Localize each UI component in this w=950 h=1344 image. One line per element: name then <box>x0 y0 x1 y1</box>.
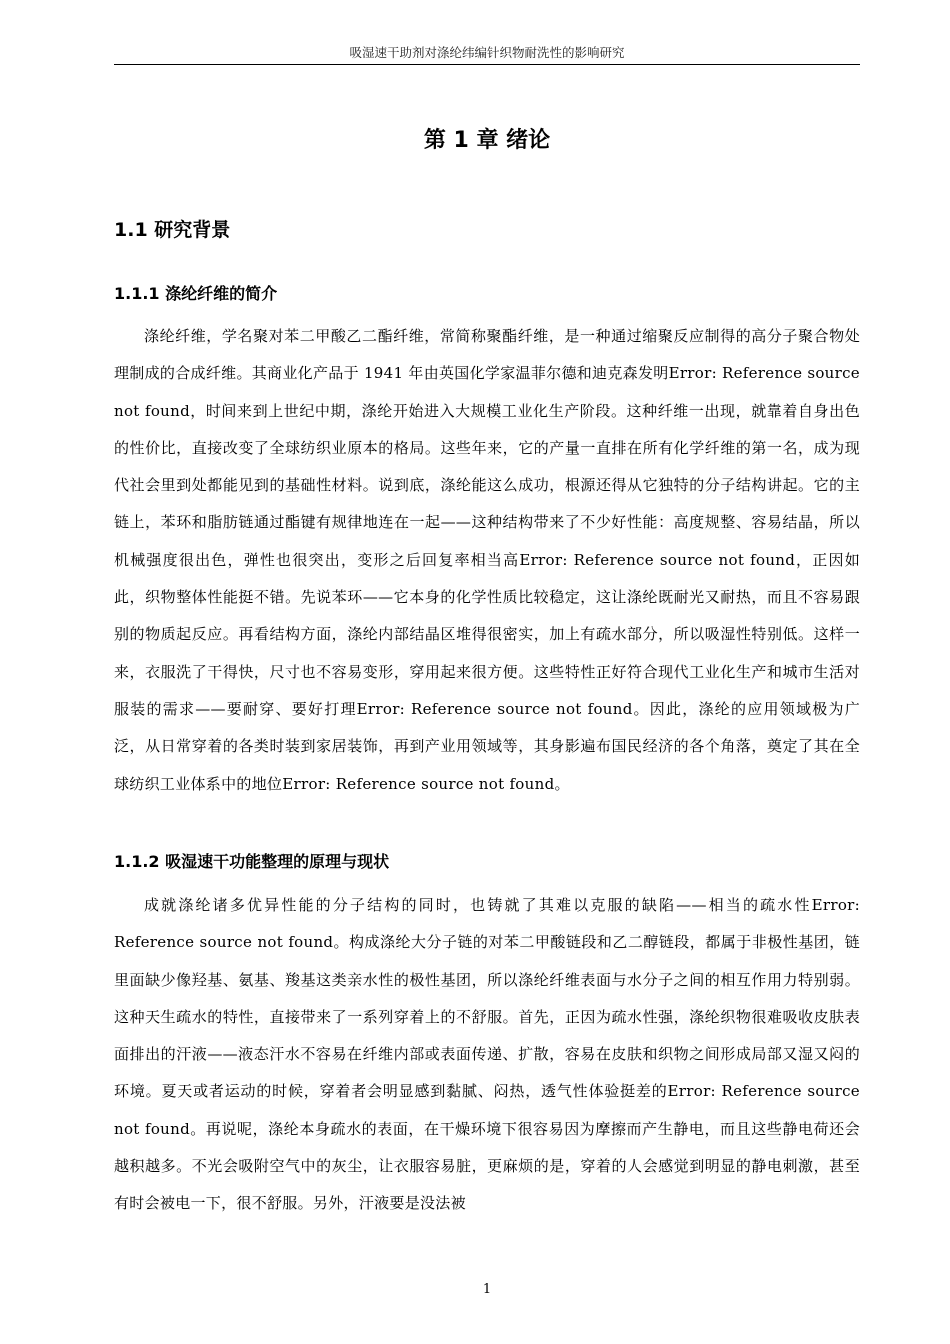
chapter-title: 第 1 章 绪论 <box>423 128 551 153</box>
section-heading-1-1: 1.1 研究背景 <box>114 219 231 241</box>
running-header: 吸湿速干助剂对涤纶纬编针织物耐洗性的影响研究 <box>114 46 860 65</box>
section-heading-1-1-2: 1.1.2 吸湿速干功能整理的原理与现状 <box>114 852 390 871</box>
section-heading-1-1-1: 1.1.1 涤纶纤维的简介 <box>114 284 278 303</box>
body-paragraph-polyester-intro: 涤纶纤维，学名聚对苯二甲酸乙二酯纤维，常简称聚酯纤维，是一种通过缩聚反应制得的高分子聚合物处理制成的合成纤维。其商业化产品于 1941 年由英国化学家温菲尔德和迪克森发明Error: Reference source not found，时间来到上世纪中期，涤纶开始进入大规模工业化生产阶段。这种纤维一出现，就靠着自身出色的性价比，直接改变了全球纺织业原本的格局。这些年来，它的产量一直排在所有化学纤维的第一名，成为现代社会里到处都能见到的基础性材料。说到底，涤纶能这么成功，根源还得从它独特的分子结构讲起。它的主链上，苯环和脂肪链通过酯键有规律地连在一起——这种结构带来了不少好性能：高度规整、容易结晶，所以机械强度很出色，弹性也很突出，变形之后回复率相当高Error: Reference source not found，正因如此，织物整体性能挺不错。先说苯环——它本身的化学性质比较稳定，这让涤纶既耐光又耐热，而且不容易跟别的物质起反应。再看结构方面，涤纶内部结晶区堆得很密实，加上有疏水部分，所以吸湿性特别低。这样一来，衣服洗了干得快，尺寸也不容易变形，穿用起来很方便。这些特性正好符合现代工业化生产和城市生活对服装的需求——要耐穿、要好打理Error: Reference source not found。因此，涤纶的应用领域极为广泛，从日常穿着的各类时装到家居装饰，再到产业用领域等，其身影遍布国民经济的各个角落，奠定了其在全球纺织工业体系中的地位Error: Reference source not found。 <box>114 327 860 793</box>
body-paragraph-moisture-wicking: 成就涤纶诸多优异性能的分子结构的同时，也铸就了其难以克服的缺陷——相当的疏水性Error: Reference source not found。构成涤纶大分子链的对苯二甲酸链段和乙二醇链段，都属于非极性基团，链里面缺少像羟基、氨基、羧基这类亲水性的极性基团，所以涤纶纤维表面与水分子之间的相互作用力特别弱。这种天生疏水的特性，直接带来了一系列穿着上的不舒服。首先，正因为疏水性强，涤纶织物很难吸收皮肤表面排出的汗液——液态汗水不容易在纤维内部或表面传递、扩散，容易在皮肤和织物之间形成局部又湿又闷的环境。夏天或者运动的时候，穿着者会明显感到黏腻、闷热，透气性体验挺差的Error: Reference source not found。再说呢，涤纶本身疏水的表面，在干燥环境下很容易因为摩擦而产生静电，而且这些静电荷还会越积越多。不光会吸附空气中的灰尘，让衣服容易脏，更麻烦的是，穿着的人会感觉到明显的静电刺激，甚至有时会被电一下，很不舒服。另外，汗液要是没法被 <box>114 896 860 1213</box>
page-number: 1 <box>482 1282 492 1297</box>
